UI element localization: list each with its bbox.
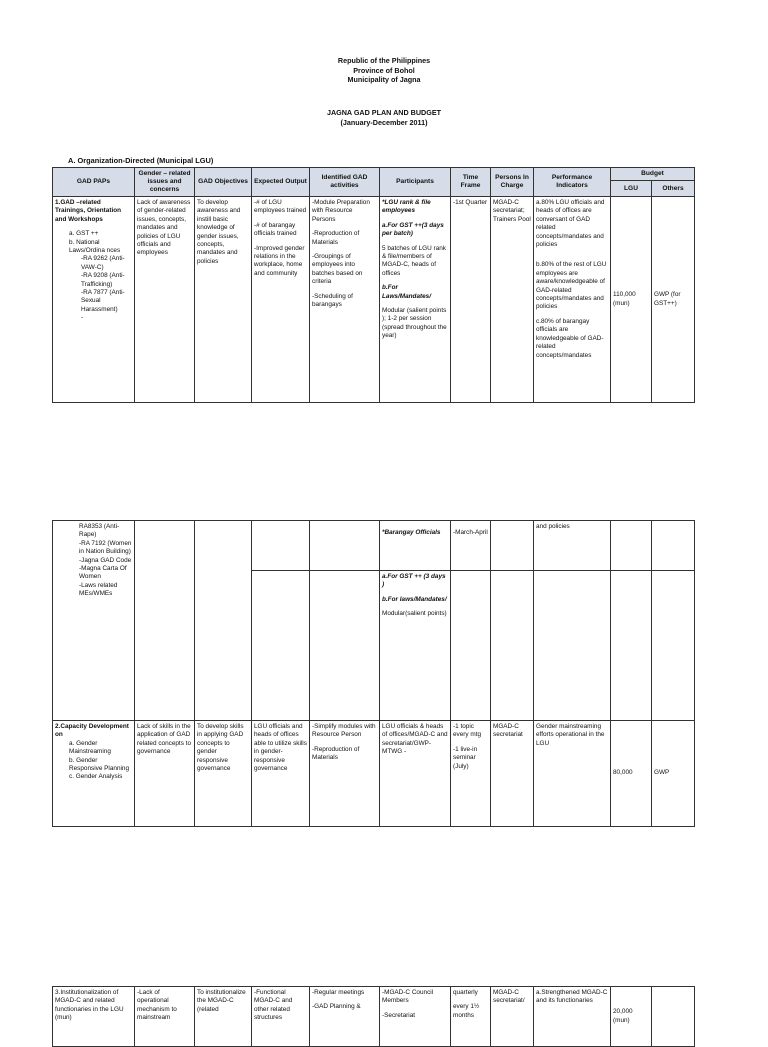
row1b-activities-empty-1 (310, 521, 380, 571)
row1-paps (53, 197, 135, 403)
row2-time-frame (451, 721, 491, 827)
row1-activity-2: -Reproduction of Materials (312, 230, 360, 246)
row3-budget-lgu: 20,000 (mun) (611, 987, 652, 1047)
row1-participant-5: Modular (salient points ); 1-2 per session (spread throughout the year) (382, 307, 447, 340)
gad-plan-table-2 (52, 520, 695, 827)
header-province: Province of Bohol (353, 65, 415, 75)
row1-budget-lgu: 110,000 (mun) (611, 197, 652, 403)
row3-activity-2: -GAD Planning & (312, 1003, 361, 1011)
col-budget: Budget (611, 168, 695, 181)
section-title: A. Organization-Directed (Municipal LGU) (68, 156, 214, 165)
row1-activities (310, 197, 380, 403)
row1-paps-title: 1.GAD –related Trainings, Orientation and Workshops (55, 199, 122, 223)
document-period: (January-December 2011) (340, 117, 428, 127)
row1b-persons-empty-1 (491, 521, 534, 571)
header-municipality: Municipality of Jagna (347, 75, 421, 84)
row1-indicator-a: a.80% LGU officials and heads of offices are conversant of GAD related concepts/mandates and policies (536, 199, 605, 249)
row1b-time-text: -March-April (453, 529, 488, 536)
row1b-issues-empty (135, 521, 195, 721)
row3-budget-others-empty (652, 987, 695, 1047)
row1b-participant-3: b.For laws/Mandates/ (382, 595, 447, 603)
row1-paps-l2: -RA 9208 (Anti-Trafficking) (81, 272, 125, 288)
row2-activity-1: -Simplify modules with Resource Person (312, 723, 376, 739)
row1-issues: Lack of awareness of gender-related issues, concepts, mandates and policies of LGU officials and employees (135, 197, 195, 403)
gad-plan-table-1 (52, 167, 695, 403)
row1-activity-3: -Groupings of employees into batches based on criteria (312, 253, 363, 286)
row1b-output-empty-1 (252, 521, 310, 571)
col-gad-objectives: GAD Objectives (195, 168, 252, 197)
row2-activities (310, 721, 380, 827)
row1-budget-others: GWP (for GST++) (652, 197, 695, 403)
col-expected-output: Expected Output (252, 168, 310, 197)
row1b-persons-empty-2 (491, 571, 534, 721)
row2-persons: MGAD-C secretariat (491, 721, 534, 827)
row1-participant-2: a.For GST ++(3 days per batch) (382, 221, 444, 238)
row2-time-2: -1 live-in seminar (July) (453, 745, 478, 770)
row1b-participant-2: a.For GST ++ (3 days ) (382, 573, 446, 589)
row1b-participant-4: Modular(salient points) (382, 610, 447, 618)
row3-participant-1: -MGAD-C Council Members (382, 989, 434, 1005)
row1b-lgu-empty-1 (611, 521, 652, 571)
row1-output-2: -# of barangay officials trained (254, 221, 297, 238)
col-time-frame: Time Frame (451, 168, 491, 197)
row2-paps-title: 2.Capacity Development on (55, 723, 129, 739)
row2-output: LGU officials and heads of offices able to utilize skills in gender-responsive governance (252, 721, 310, 827)
row1-participants (380, 197, 451, 403)
row2-activity-2: -Reproduction of Materials (312, 745, 360, 762)
row1-participant-4: b.For Laws/Mandates/ (382, 284, 432, 300)
row2-paps-c: c. Gender Analysis (69, 773, 123, 781)
row1b-others-empty-1 (652, 521, 695, 571)
row1-objectives: To develop awareness and instill basic knowledge of gender issues, concepts, mandates and policies (195, 197, 252, 403)
row1-activity-4: -Scheduling of barangays (312, 292, 353, 309)
row3-issues: -Lack of operational mechanism to mainstream (135, 987, 195, 1047)
table-row (53, 197, 695, 403)
document-title: JAGNA GAD PLAN AND BUDGET (326, 108, 442, 117)
row2-objectives: To develop skills in applying GAD concepts to gender responsive governance (195, 721, 252, 827)
row3-paps: 3.Institutionalization of MGAD-C and related functionaries in the LGU (mun) (53, 987, 135, 1047)
row1-paps-b: b. National Laws/Ordina nces (69, 238, 121, 255)
row2-issues: Lack of skills in the application of GAD related concepts to governance (135, 721, 195, 827)
table-row (53, 521, 695, 571)
col-persons-in-charge: Persons In Charge (491, 168, 534, 197)
row1-persons: MGAD-C secretariat; Trainers Pool (491, 197, 534, 403)
row1-participant-3: 5 batches of LGU rank & file/members of MGAD-C, heads of offices (382, 244, 446, 277)
row3-participants (380, 987, 451, 1047)
row1b-paps: RA8353 (Anti-Rape) -RA 7192 (Women in Nation Building) -Jagna GAD Code -Magna Carta Of Women -Laws related MEs/WMEs (53, 521, 135, 721)
row2-indicators: Gender mainstreaming efforts operational in the LGU (534, 721, 611, 827)
row1-paps-l3: -RA 7877 (Anti-Sexual Harassment) (81, 289, 125, 313)
header-republic: Republic of the Philippines (337, 56, 431, 65)
row1-paps-l4: - (81, 314, 84, 322)
row3-participant-2: -Secretariat (382, 1011, 416, 1019)
row1b-indicators-empty-2 (534, 571, 611, 721)
row3-output: -Functional MGAD-C and other related structures (252, 987, 310, 1047)
gad-plan-table-3 (52, 986, 695, 1047)
row2-participants: LGU officials & heads of offices/MGAD-C and secretariat/GWP-MTWG - (380, 721, 451, 827)
row1b-objectives-empty (195, 521, 252, 721)
row1-participant-1: *LGU rank & file employees (382, 199, 431, 215)
row3-persons: MGAD-C secretariat/ (491, 987, 534, 1047)
row1-output (252, 197, 310, 403)
row1-activity-1: -Module Preparation with Resource Persons (312, 199, 370, 223)
col-budget-lgu: LGU (611, 181, 652, 197)
table-row (53, 987, 695, 1047)
row1-paps-a: a. GST ++ (69, 230, 99, 238)
row1-indicator-c: c.80% of barangay officials are knowledgeable of GAD-related concepts/mandates (536, 317, 604, 359)
row1-paps-l1: -RA 9262 (Anti-VAW-C) (81, 255, 125, 271)
document-title-block (0, 108, 768, 127)
col-gad-paps: GAD PAPs (53, 168, 135, 197)
row3-activities (310, 987, 380, 1047)
table-row (53, 721, 695, 827)
col-gender-issues: Gender – related issues and concerns (135, 168, 195, 197)
row2-paps-a: a. Gender Mainstreaming (69, 739, 111, 756)
row1b-others-empty-2 (652, 571, 695, 721)
row1-output-1: -# of LGU employees trained (254, 199, 307, 215)
row3-objectives: To institutionalize the MGAD-C (related (195, 987, 252, 1047)
row3-activity-1: -Regular meetings (312, 989, 365, 996)
row1b-participant-1: *Barangay Officials (382, 529, 441, 536)
col-gad-activities: Identified GAD activities (310, 168, 380, 197)
row2-paps-b: b. Gender Responsive Planning (69, 756, 130, 773)
row1-output-3: -Improved gender relations in the workplace, home and community (254, 244, 305, 277)
row1b-indicators: and policies (534, 521, 611, 571)
row1-indicator-b: b.80% of the rest of LGU employees are aware/knowledgeable of GAD-related concepts/mandates and policies (536, 261, 607, 311)
row2-time-1: -1 topic every mtg (453, 723, 482, 739)
row1-time-frame: -1st Quarter (451, 197, 491, 403)
row1b-participants-1 (380, 521, 451, 571)
row2-budget-others: GWP (652, 721, 695, 827)
row1b-output-empty-2 (252, 571, 310, 721)
row3-time-1: quarterly (453, 989, 478, 996)
col-participants: Participants (380, 168, 451, 197)
row1b-activities-empty-2 (310, 571, 380, 721)
row1b-time-empty-2 (451, 571, 491, 721)
document-header (0, 56, 768, 85)
row3-time-2: every 1½ months (453, 1003, 480, 1019)
row1b-participants-2 (380, 571, 451, 721)
col-performance-indicators: Performance Indicators (534, 168, 611, 197)
row1b-time-frame (451, 521, 491, 571)
row3-time-frame (451, 987, 491, 1047)
col-budget-others: Others (652, 181, 695, 197)
row2-paps (53, 721, 135, 827)
row3-indicators: a.Strengthened MGAD-C and its functionaries (534, 987, 611, 1047)
row2-budget-lgu: 80,000 (611, 721, 652, 827)
row1-indicators (534, 197, 611, 403)
row1b-lgu-empty-2 (611, 571, 652, 721)
